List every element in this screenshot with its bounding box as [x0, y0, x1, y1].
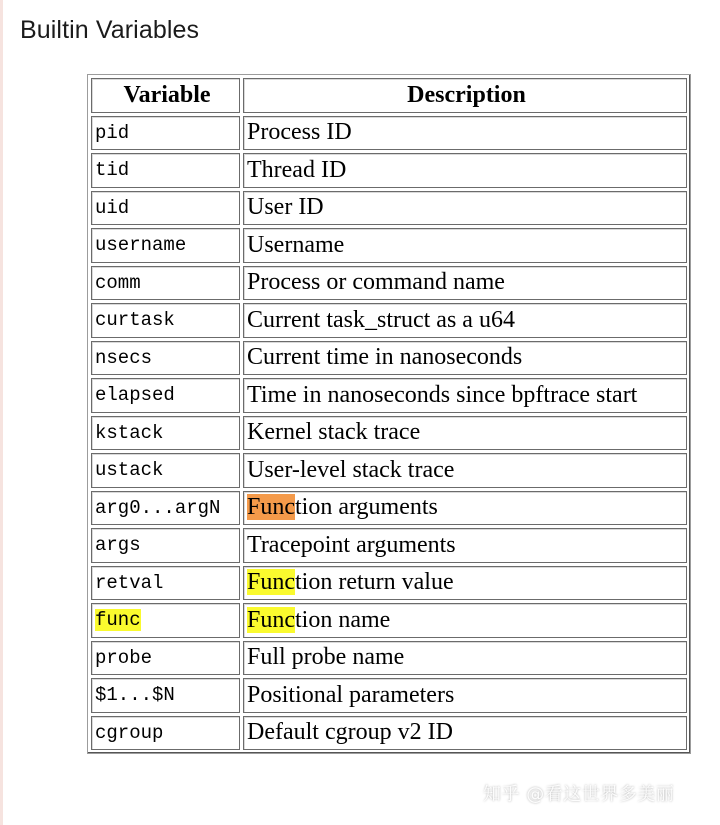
description-cell: Positional parameters	[243, 678, 687, 713]
table-row	[91, 453, 687, 488]
page-title: Builtin Variables	[20, 16, 200, 44]
description-cell: Process or command name	[243, 266, 687, 301]
table-row	[91, 153, 687, 188]
description-cell: Tracepoint arguments	[243, 528, 687, 563]
table-row	[91, 266, 687, 301]
column-header-variable: Variable	[91, 78, 240, 113]
highlight-yellow: Func	[247, 606, 295, 633]
variable-cell: nsecs	[91, 341, 240, 376]
table-row	[91, 191, 687, 226]
table-header-row	[91, 78, 687, 113]
highlight-yellow: Func	[247, 569, 295, 596]
description-cell: Thread ID	[243, 153, 687, 188]
table-row	[91, 528, 687, 563]
description-cell: Kernel stack trace	[243, 416, 687, 451]
table-row	[91, 416, 687, 451]
description-cell	[243, 491, 687, 526]
variable-cell: username	[91, 228, 240, 263]
variable-cell: retval	[91, 566, 240, 601]
variable-cell: cgroup	[91, 716, 240, 751]
description-cell: Process ID	[243, 116, 687, 151]
variable-cell: uid	[91, 191, 240, 226]
variable-cell: elapsed	[91, 378, 240, 413]
table-row	[91, 716, 687, 751]
variable-cell: comm	[91, 266, 240, 301]
description-text: tion arguments	[295, 494, 438, 521]
description-cell: Current task_struct as a u64	[243, 303, 687, 338]
variable-cell: kstack	[91, 416, 240, 451]
description-text: tion return value	[295, 569, 454, 596]
builtin-variables-table	[87, 74, 691, 754]
description-cell: Default cgroup v2 ID	[243, 716, 687, 751]
description-cell: Current time in nanoseconds	[243, 341, 687, 376]
table-row	[91, 491, 687, 526]
table-row	[91, 341, 687, 376]
variable-cell: $1...$N	[91, 678, 240, 713]
table-row	[91, 603, 687, 638]
description-cell: User-level stack trace	[243, 453, 687, 488]
highlight-yellow: func	[95, 609, 141, 632]
variable-cell: tid	[91, 153, 240, 188]
column-header-description: Description	[243, 78, 687, 113]
table-row	[91, 116, 687, 151]
table-row	[91, 566, 687, 601]
description-cell: Username	[243, 228, 687, 263]
watermark: 知乎 @看这世界多美丽	[483, 784, 675, 805]
description-text: tion name	[295, 606, 391, 633]
description-cell	[243, 603, 687, 638]
description-cell: Full probe name	[243, 641, 687, 676]
variable-cell: curtask	[91, 303, 240, 338]
table-row	[91, 228, 687, 263]
variable-cell: probe	[91, 641, 240, 676]
variable-cell	[91, 603, 240, 638]
highlight-orange: Func	[247, 494, 295, 521]
left-accent-rule	[0, 0, 3, 825]
table-row	[91, 378, 687, 413]
description-cell	[243, 566, 687, 601]
variable-cell: pid	[91, 116, 240, 151]
variable-cell: arg0...argN	[91, 491, 240, 526]
variable-cell: args	[91, 528, 240, 563]
table-row	[91, 303, 687, 338]
table-row	[91, 678, 687, 713]
table-row	[91, 641, 687, 676]
description-cell: Time in nanoseconds since bpftrace start	[243, 378, 687, 413]
description-cell: User ID	[243, 191, 687, 226]
variable-cell: ustack	[91, 453, 240, 488]
